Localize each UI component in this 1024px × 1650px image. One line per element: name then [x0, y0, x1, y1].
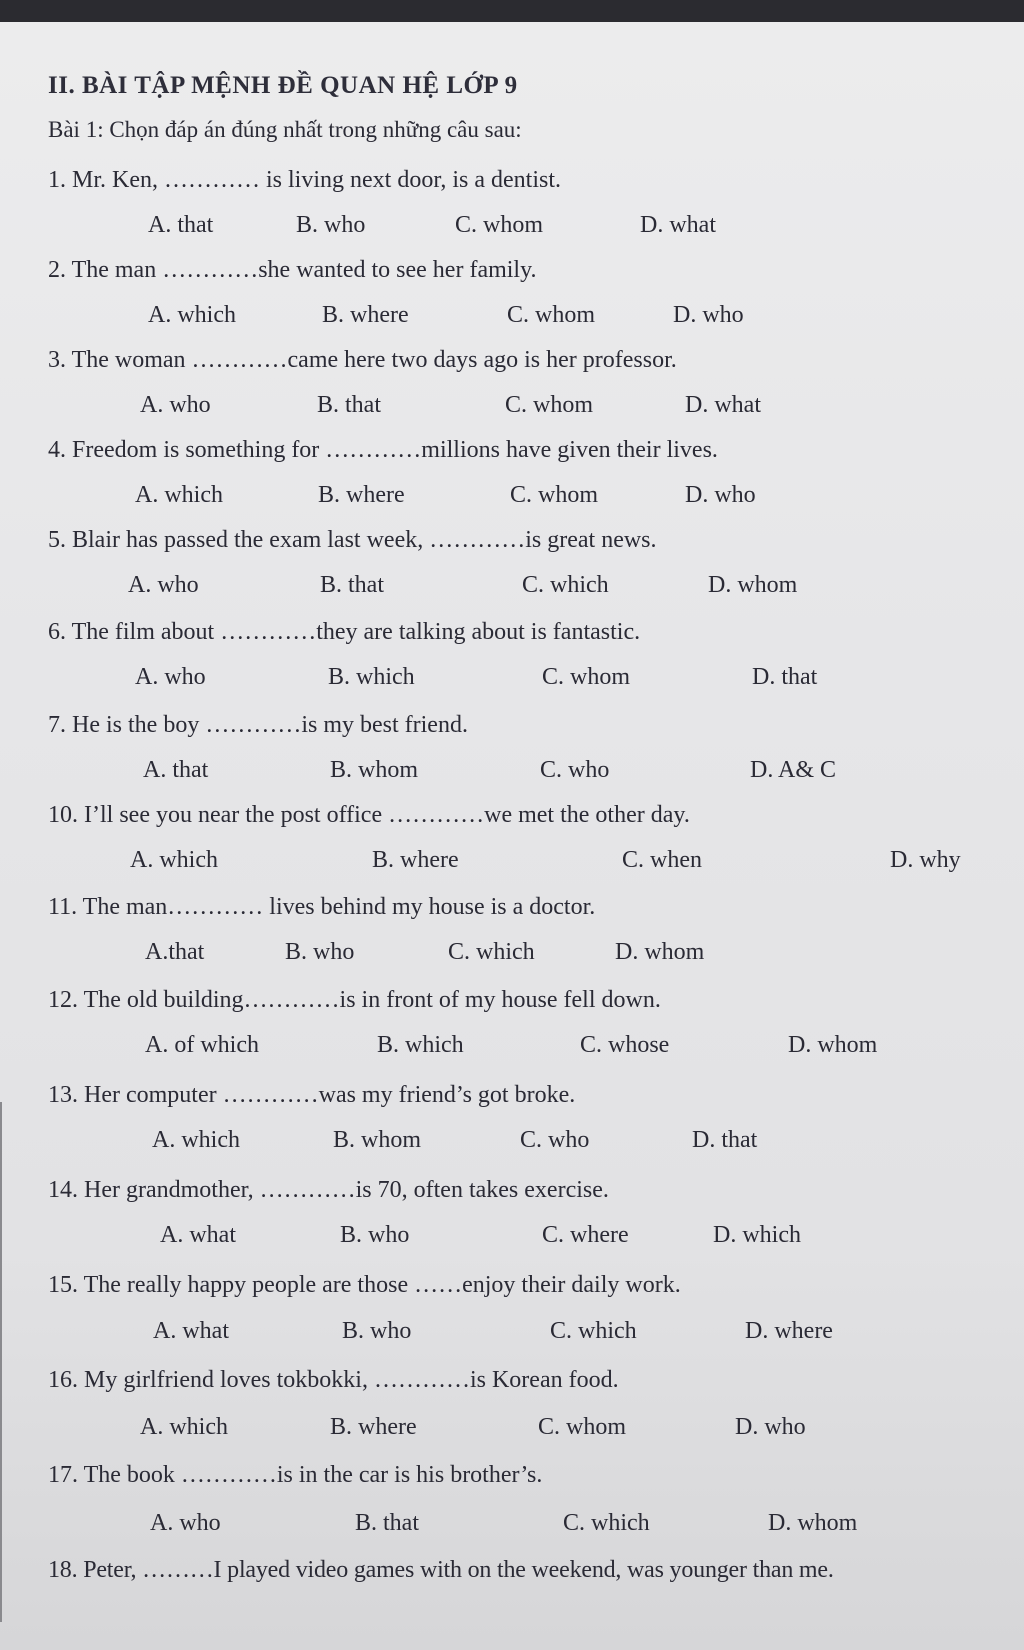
- question-text: 3. The woman …………came here two days ago is her professor.: [48, 347, 677, 373]
- option-c: C. when: [622, 847, 702, 873]
- answer-options: [0, 302, 1024, 336]
- option-a: A. who: [150, 1510, 221, 1536]
- option-b: B. which: [377, 1032, 464, 1058]
- answer-options: [0, 664, 1024, 698]
- option-b: B. that: [320, 572, 384, 598]
- option-c: C. which: [522, 572, 609, 598]
- option-c: C. which: [563, 1510, 650, 1536]
- option-c: C. whose: [580, 1032, 670, 1058]
- exercise-instruction: Bài 1: Chọn đáp án đúng nhất trong những câu sau:: [48, 117, 522, 142]
- option-d: D. that: [752, 664, 818, 690]
- option-b: B. who: [340, 1222, 410, 1248]
- option-a: A. which: [130, 847, 218, 873]
- option-c: C. which: [550, 1318, 637, 1344]
- option-d: D. whom: [788, 1032, 878, 1058]
- option-d: D. who: [673, 302, 744, 328]
- option-a: A. that: [143, 757, 209, 783]
- option-b: B. that: [317, 392, 381, 418]
- option-b: B. which: [328, 664, 415, 690]
- question-text: 10. I’ll see you near the post office …………we met the other day.: [48, 802, 690, 828]
- option-a: A. which: [135, 482, 223, 508]
- option-c: C. whom: [510, 482, 599, 508]
- question-text: 11. The man………… lives behind my house is a doctor.: [48, 894, 596, 920]
- option-d: D. whom: [708, 572, 798, 598]
- question-text: 1. Mr. Ken, ………… is living next door, is a dentist.: [48, 167, 562, 193]
- option-d: D. who: [735, 1414, 806, 1440]
- answer-options: [0, 1318, 1024, 1352]
- question-text: 6. The film about …………they are talking about is fantastic.: [48, 619, 641, 645]
- worksheet-title: II. BÀI TẬP MỆNH ĐỀ QUAN HỆ LỚP 9: [48, 72, 518, 99]
- question-text: 16. My girlfriend loves tokbokki, …………is Korean food.: [48, 1367, 619, 1393]
- option-c: C. whom: [507, 302, 596, 328]
- option-a: A. which: [152, 1127, 240, 1153]
- question-text: 5. Blair has passed the exam last week, …………is great news.: [48, 527, 657, 553]
- option-d: D. what: [685, 392, 761, 418]
- option-b: B. that: [355, 1510, 419, 1536]
- option-c: C. whom: [455, 212, 544, 238]
- option-b: B. who: [285, 939, 355, 965]
- question-text: 13. Her computer …………was my friend’s got broke.: [48, 1082, 576, 1108]
- answer-options: [0, 482, 1024, 516]
- option-b: B. who: [342, 1318, 412, 1344]
- option-b: B. where: [318, 482, 405, 508]
- option-b: B. where: [322, 302, 409, 328]
- option-d: D. that: [692, 1127, 758, 1153]
- answer-options: [0, 1127, 1024, 1161]
- option-a: A. which: [148, 302, 236, 328]
- option-c: C. whom: [538, 1414, 627, 1440]
- option-c: C. whom: [505, 392, 594, 418]
- option-b: B. who: [296, 212, 366, 238]
- option-a: A. which: [140, 1414, 228, 1440]
- option-c: C. whom: [542, 664, 631, 690]
- option-a: A. that: [148, 212, 214, 238]
- option-b: B. whom: [333, 1127, 422, 1153]
- answer-options: [0, 392, 1024, 426]
- answer-options: [0, 757, 1024, 791]
- answer-options: [0, 1032, 1024, 1066]
- answer-options: [0, 212, 1024, 246]
- question-text: 2. The man …………she wanted to see her family.: [48, 257, 537, 283]
- option-a: A.that: [145, 939, 205, 965]
- option-d: D. what: [640, 212, 716, 238]
- option-d: D. A& C: [750, 757, 837, 783]
- answer-options: [0, 939, 1024, 973]
- question-text: 18. Peter, ………I played video games with on the weekend, was younger than me.: [48, 1557, 834, 1583]
- option-a: A. of which: [145, 1032, 259, 1058]
- option-d: D. who: [685, 482, 756, 508]
- question-text: 14. Her grandmother, …………is 70, often takes exercise.: [48, 1177, 609, 1203]
- option-c: C. who: [540, 757, 610, 783]
- option-b: B. where: [372, 847, 459, 873]
- answer-options: [0, 572, 1024, 606]
- option-a: A. who: [135, 664, 206, 690]
- option-a: A. who: [128, 572, 199, 598]
- question-text: 12. The old building…………is in front of my house fell down.: [48, 987, 661, 1013]
- answer-options: [0, 1222, 1024, 1256]
- answer-options: [0, 1510, 1024, 1544]
- question-text: 7. He is the boy …………is my best friend.: [48, 712, 468, 738]
- question-text: 17. The book …………is in the car is his brother’s.: [48, 1462, 543, 1488]
- option-d: D. whom: [768, 1510, 858, 1536]
- option-d: D. which: [713, 1222, 801, 1248]
- worksheet-page: [0, 22, 1024, 1650]
- option-a: A. what: [160, 1222, 236, 1248]
- option-c: C. where: [542, 1222, 629, 1248]
- question-text: 15. The really happy people are those ……enjoy their daily work.: [48, 1272, 681, 1298]
- option-b: B. whom: [330, 757, 419, 783]
- option-d: D. why: [890, 847, 961, 873]
- option-c: C. which: [448, 939, 535, 965]
- option-c: C. who: [520, 1127, 590, 1153]
- answer-options: [0, 1414, 1024, 1448]
- question-text: 4. Freedom is something for …………millions have given their lives.: [48, 437, 718, 463]
- option-d: D. whom: [615, 939, 705, 965]
- option-a: A. who: [140, 392, 211, 418]
- answer-options: [0, 847, 1024, 881]
- option-b: B. where: [330, 1414, 417, 1440]
- option-d: D. where: [745, 1318, 833, 1344]
- option-a: A. what: [153, 1318, 229, 1344]
